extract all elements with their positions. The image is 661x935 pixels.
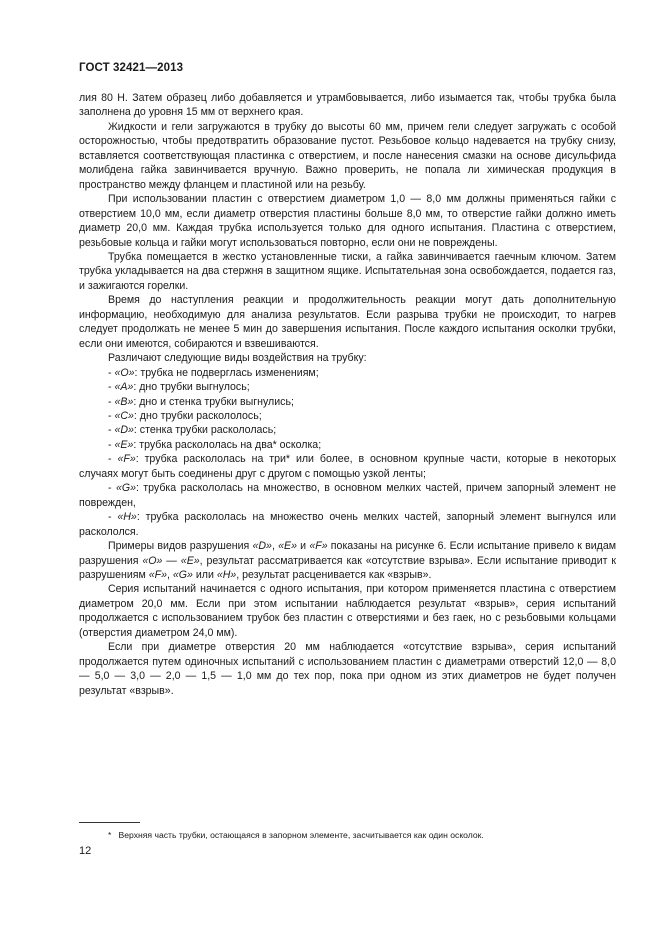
footnote (108, 830, 618, 840)
text-run: , результат рассматривается как «отсутствие взрыва». Если испытание приводит к разрушениям (79, 554, 617, 581)
text-run: , результат расценивается как «взрыв». (236, 568, 432, 581)
footnote-mark: * (108, 830, 112, 840)
paragraph-plates-nuts: При использовании пластин с отверстием диаметром 1,0 — 8,0 мм должны применяться гайки с отверстием 10,0 мм, если диаметр отверстия пластины больше 8,0 мм, то отверстие гайки должно иметь диаметр 20,0 мм. Каждая трубка используется только для одного испытания. Пластина с отверстием, резьбовые кольца и гайки могут использоваться повторно, если они не повреждены. (79, 193, 616, 249)
paragraph-test-series-continue: Если при диаметре отверстия 20 мм наблюдается «отсутствие взрыва», серия испытаний продолжается путем одиночных испытаний с использованием пластин с диаметрами отверстий 12,0 — 8,0 — 5,0 — 3,0 — 2,0 — 1,5 — 1,0 мм до тех пор, пока при одном из этих диаметров не будет получен результат «взрыв». (79, 641, 616, 697)
impact-description: : трубка раскололась на два* осколка; (133, 438, 322, 451)
impact-description: : стенка трубки раскололась; (133, 424, 277, 437)
impact-code: «F» (309, 540, 328, 553)
paragraph-impact-types-intro: Различают следующие виды воздействия на трубку: (108, 352, 367, 365)
paragraph-vise: Трубка помещается в жестко установленные тиски, а гайка завинчивается гаечным ключом. Затем трубка укладывается на два стержня в защитном ящике. Испытательная зона освобождается, подается газ, и зажигаются горелки. (79, 250, 616, 292)
impact-code: «B» (114, 395, 134, 408)
impact-code: «F» (117, 453, 136, 466)
list-item-impact-a: - «A»: дно трубки выгнулось; (108, 381, 250, 394)
text-run: показаны на рисунке 6. Если испытание привело к видам разрушения (79, 540, 617, 567)
list-item-impact-f: - «F»: трубка раскололась на три* или более, в основном крупные части, которые в некоторых случаях могут быть соединены друг с другом с помощью узкой ленты; (79, 453, 616, 480)
list-item-impact-e: - «E»: трубка раскололась на два* осколка; (108, 438, 322, 451)
paragraph-continued: лия 80 Н. Затем образец либо добавляется и утрамбовывается, либо изымается так, чтобы трубка была заполнена до уровня 15 мм от верхнего края. (79, 92, 616, 119)
footnote-text: Верхняя часть трубки, остающаяся в запорном элементе, засчитывается как один осколок. (118, 830, 484, 840)
impact-code: «G» (115, 482, 136, 495)
impact-code: «C» (114, 409, 134, 422)
impact-description: : трубка раскололась на множество очень мелких частей, запорный элемент выгнулся или раскололся. (79, 511, 617, 538)
paragraph-test-series-start: Серия испытаний начинается с одного испытания, при котором применяется пластина с отверстием диаметром 20,0 мм. Если при этом испытании наблюдается результат «взрыв», серия испытаний продолжается с использованием трубок без пластин с отверстиями и без гаек, но с резьбовыми кольцами (отверстия диаметром 24,0 мм). (79, 583, 616, 639)
impact-code: «H» (216, 568, 237, 581)
list-item-impact-c: - «C»: дно трубки раскололось; (108, 409, 262, 422)
impact-description: : дно и стенка трубки выгнулись; (133, 395, 294, 408)
text-run: и (296, 540, 310, 553)
text-run: Примеры видов разрушения (108, 540, 253, 553)
impact-code: «D» (114, 424, 134, 437)
impact-code: «F» (148, 568, 167, 581)
text-run: , (166, 568, 173, 581)
list-item-impact-o: - «O»: трубка не подверглась изменениям; (108, 366, 319, 379)
document-code-header: ГОСТ 32421—2013 (79, 62, 184, 74)
list-item-impact-g: - «G»: трубка раскололась на множество, в основном мелких частей, причем запорный элемент не поврежден, (79, 482, 616, 509)
footnote-divider (79, 822, 140, 823)
text-run: , (271, 540, 279, 553)
list-item-impact-d: - «D»: стенка трубки раскололась; (108, 424, 277, 437)
impact-code: «G» (172, 568, 193, 581)
impact-code: «E» (278, 540, 297, 553)
impact-description: : дно трубки выгнулось; (133, 381, 250, 394)
impact-description: : трубка не подверглась изменениям; (134, 366, 319, 379)
impact-code-range: «O» — «E» (142, 554, 200, 567)
paragraph-failure-examples (79, 539, 616, 582)
list-item-impact-b: - «B»: дно и стенка трубки выгнулись; (108, 395, 294, 408)
paragraph-liquids-gels: Жидкости и гели загружаются в трубку до высоты 60 мм, причем гели следует загружать с особой осторожностью, чтобы предотвратить образование пустот. Резьбовое кольцо надевается на трубку снизу, вставляется соответствующая пластинка с отверстием, и после нанесения смазки на основе дисульфида молибдена гайка завинчивается вручную. Важно проверить, не попала ли химическая продукция в пространство между фланцем и пластиной или на резьбу. (79, 120, 616, 191)
list-item-impact-h: - «H»: трубка раскололась на множество очень мелких частей, запорный элемент выгнулся или раскололся. (79, 511, 617, 538)
impact-code: «A» (114, 381, 134, 394)
impact-code: «D» (252, 540, 272, 553)
page-body (79, 91, 616, 698)
text-run: или (192, 568, 217, 581)
impact-code: «O» (114, 366, 135, 379)
impact-description: : трубка раскололась на три* или более, в основном крупные части, которые в некоторых случаях могут быть соединены друг с другом с помощью узкой ленты; (79, 453, 616, 480)
impact-code: «H» (117, 511, 137, 524)
impact-description: : дно трубки раскололось; (133, 409, 262, 422)
page-number: 12 (79, 845, 92, 857)
impact-code: «E» (114, 438, 134, 451)
paragraph-reaction-time: Время до наступления реакции и продолжительность реакции могут дать дополнительную информацию, необходимую для анализа результатов. Если разрыва трубки не происходит, то нагрев следует продолжать не менее 5 мин до завершения испытания. После каждого испытания осколки трубки, если они имеются, собираются и взвешиваются. (79, 294, 616, 350)
impact-description: : трубка раскололась на множество, в основном мелких частей, причем запорный элемент не поврежден, (79, 482, 616, 509)
